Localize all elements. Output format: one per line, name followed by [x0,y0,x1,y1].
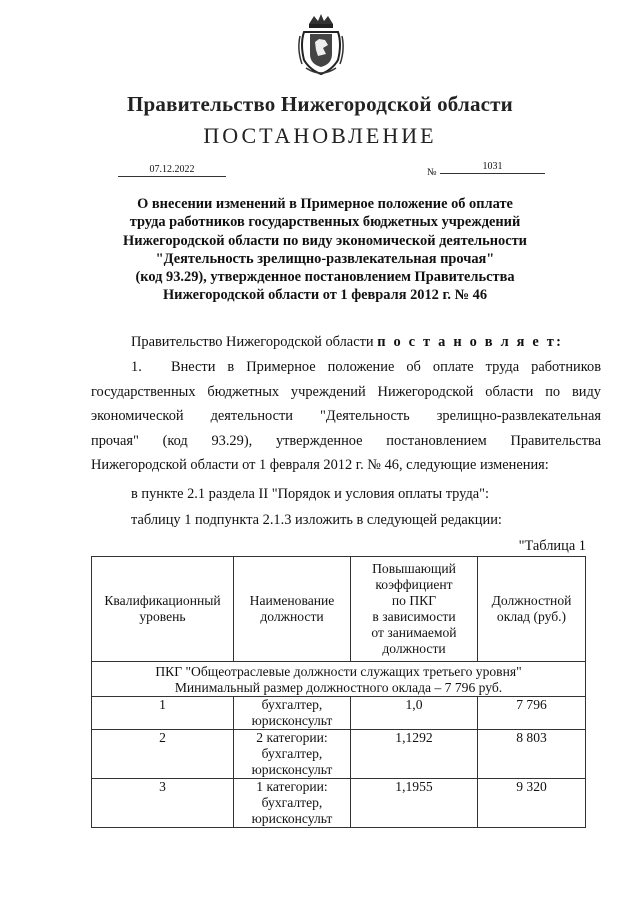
item-line: государственных бюджетных учреждений Нижегородской области по виду [91,383,601,400]
cell-level: 2 [92,730,234,779]
cell-level: 1 [92,697,234,730]
cell-level: 3 [92,779,234,828]
government-title: Правительство Нижегородской области [127,92,513,116]
cell-position: бухгалтер, юрисконсульт [234,697,351,730]
subject-line: (код 93.29), утвержденное постановлением Правительства [135,269,515,286]
cell-coefficient: 1,1955 [351,779,478,828]
cell-salary: 9 320 [478,779,586,828]
table-instruction [91,508,601,533]
item-line: экономической деятельности "Деятельность зрелищно-развлекательная [91,408,601,424]
table-caption: "Таблица 1 [518,538,586,554]
number-sign: № [427,167,437,178]
table-line: таблицу 1 подпункта 2.1.3 изложить в следующей редакции: [131,512,502,528]
item-1 [91,355,601,478]
subject-line: труда работников государственных бюджетных учреждений [129,214,521,231]
subject-line: Нижегородской области от 1 февраля 2012 г. № 46 [162,287,488,304]
salary-table [91,556,586,828]
subject-line: "Деятельность зрелищно-развлекательная прочая" [155,250,495,267]
coat-of-arms-emblem [296,10,346,78]
subject-line: О внесении изменений в Примерное положение об оплате [137,196,513,212]
point-instruction [91,482,601,507]
document-number: 1031 [440,160,545,174]
cell-coefficient: 1,1292 [351,730,478,779]
header-coefficient: Повышающий коэффициент по ПКГ в зависимости от занимаемой должности [351,557,478,662]
cell-coefficient: 1,0 [351,697,478,730]
header-position: Наименование должности [234,557,351,662]
item-line: Внести в Примерное положение об оплате труда работников [171,359,601,375]
table-row [92,779,586,828]
item-line: прочая" (код 93.29), утвержденное постановлением Правительства [91,432,601,449]
header-level: Квалификационный уровень [92,557,234,662]
document-type: ПОСТАНОВЛЕНИЕ [203,123,437,148]
table-row [92,730,586,779]
header-salary: Должностной оклад (руб.) [478,557,586,662]
table-header-row [92,557,586,662]
document-subject [90,195,560,305]
item-line: Нижегородской области от 1 февраля 2012 г. № 46, следующие изменения: [91,457,549,473]
cell-salary: 7 796 [478,697,586,730]
resolution-intro [91,330,601,355]
item-number: 1. [131,359,142,375]
cell-salary: 8 803 [478,730,586,779]
intro-text: Правительство Нижегородской области [131,334,374,350]
intro-emphasis: п о с т а н о в л я е т: [377,334,564,350]
table-row [92,697,586,730]
document-date: 07.12.2022 [118,163,226,177]
point-line: в пункте 2.1 раздела II "Порядок и условия оплаты труда": [131,486,490,502]
table-group-row [92,662,586,697]
cell-position: 1 категории: бухгалтер, юрисконсульт [234,779,351,828]
cell-position: 2 категории: бухгалтер, юрисконсульт [234,730,351,779]
group-cell: ПКГ "Общеотраслевые должности служащих третьего уровня" Минимальный размер должностного оклада – 7 796 руб. [92,662,586,697]
subject-line: Нижегородской области по виду экономической деятельности [123,232,527,249]
